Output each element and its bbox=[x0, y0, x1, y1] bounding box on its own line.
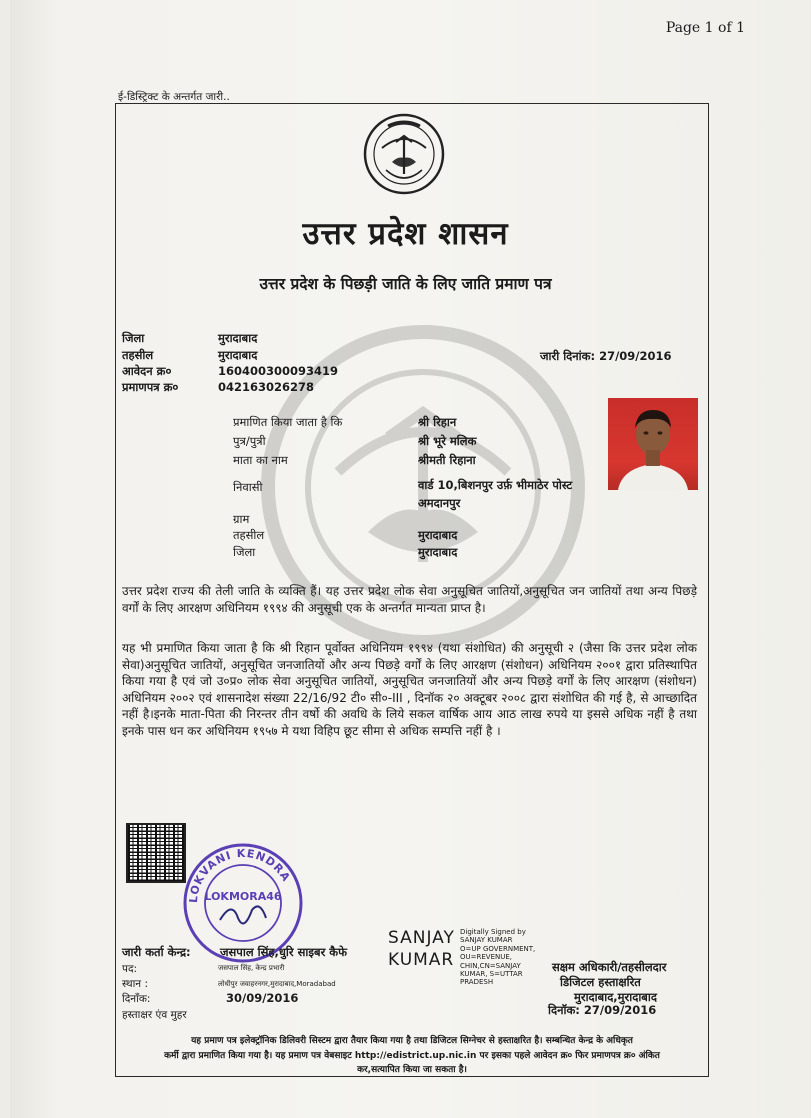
issue-date: जारी दिनांक: 27/09/2016 bbox=[540, 349, 672, 363]
detail-tehsil-label: तहसील bbox=[233, 528, 265, 542]
footer-line-1: यह प्रमाण पत्र इलेक्ट्रॉनिक डिलिवरी सिस्टम द्वारा तैयार किया गया है तथा डिजिटल सिग्नेचर से हस्ताक्षरित है। सम्बन्धित केन्द्र के अधिकृत bbox=[191, 1036, 633, 1046]
village-label: ग्राम bbox=[233, 512, 250, 526]
issue-date-value: 30/09/2016 bbox=[226, 991, 299, 1005]
place-label: स्थान : bbox=[122, 978, 149, 990]
issuing-center-label: जारी कर्ता केन्द्र: bbox=[122, 945, 191, 959]
mother-name: श्रीमती रिहाना bbox=[418, 453, 476, 467]
stamp-ring-text: LOKVANI KENDRA bbox=[186, 846, 294, 904]
footer-line-2: कर्मी द्वारा प्रमाणित किया गया है। यह प्रमाण पत्र वेबसाइट http://edistrict.up.nic.in पर इसका पहले आवेदन क्र० फिर प्रमाणपत्र क्र० अंकित bbox=[164, 1051, 660, 1061]
footer-line-3: कर,सत्यापित किया जा सकता है। bbox=[357, 1065, 467, 1075]
parent-label: पुत्र/पुत्री bbox=[233, 434, 266, 448]
applicant-photo bbox=[608, 398, 698, 490]
mother-label: माता का नाम bbox=[233, 453, 288, 467]
address-line-2: अमदानपुर bbox=[418, 496, 461, 510]
certificate-subtitle: उत्तर प्रदेश के पिछड़ी जाति के लिए जाति प्रमाण पत्र bbox=[259, 275, 552, 293]
signer-name-line1: SANJAY bbox=[388, 928, 455, 948]
up-government-emblem bbox=[362, 112, 446, 200]
detail-tehsil-value: मुरादाबाद bbox=[418, 528, 458, 542]
certificate-no-label: प्रमाणपत्र क्र० bbox=[122, 380, 179, 394]
page-number: Page 1 of 1 bbox=[665, 20, 745, 36]
signature-seal-label: हस्ताक्षर एंव मुहर bbox=[122, 1009, 187, 1021]
authority-sign-type: डिजिटल हस्ताक्षरित bbox=[560, 975, 641, 989]
district-value: मुरादाबाद bbox=[218, 331, 258, 345]
stamp-center-text: LOKMORA46 bbox=[204, 890, 282, 903]
tehsil-value: मुरादाबाद bbox=[218, 348, 258, 362]
authority-title: सक्षम अधिकारी/तहसीलदार bbox=[552, 960, 667, 974]
detail-district-value: मुरादाबाद bbox=[418, 545, 458, 559]
applicant-name: श्री रिहान bbox=[418, 415, 457, 429]
edistrict-note: ई-डिस्ट्रिक्ट के अन्तर्गत जारी.. bbox=[118, 91, 230, 103]
place-value: लोधीपुर जवाहरनगर,मुरादाबाद,Moradabad bbox=[218, 980, 336, 988]
certify-label: प्रमाणित किया जाता है कि bbox=[233, 415, 343, 429]
address-line-1: वार्ड 10,बिशनपुर उर्फ़ भीमाठेर पोस्ट bbox=[418, 478, 573, 492]
issue-date-label: दिनाँक: bbox=[122, 993, 151, 1005]
certificate-title: उत्तर प्रदेश शासन bbox=[302, 216, 509, 252]
father-name: श्री भूरे मलिक bbox=[418, 434, 477, 448]
district-label: जिला bbox=[122, 331, 145, 345]
application-no-label: आवेदन क्र० bbox=[122, 364, 172, 378]
application-no-value: 160400300093419 bbox=[218, 364, 339, 378]
certification-paragraph: यह भी प्रमाणित किया जाता है कि श्री रिहान पूर्वोक्त अधिनियम १९९४ (यथा संशोधित) की अनुसूची २ (जैसा कि उत्तर प्रदेश लोक सेवा)अनुसूचित जातियों, अनुसूचित जनजातियों और अन्य पिछड़े वर्गों के लिए आरक्षण (संशोधन) अधिनियम २००१ द्वारा प्रतिस्थापित किया गया है एवं जो उ०प्र० लोक सेवा अनुसूचित जातियों, अनुसूचित जनजातियों और अन्य पिछड़े वर्गों के लिए आरक्षण (संशोधन) अधिनियम २००२ एवं शासनादेश संख्या 22/16/92 टी० सी०-III , दिनॉक २० अक्टूबर २००८ द्वारा संशोधित की गई है, से आच्छादित नहीं है।इनके माता-पिता की निरन्तर तीन वर्षो की अवधि के लिये सकल वार्षिक आय आठ लाख रुपये या इससे अधिक नहीं है तथा इनके पास धन कर अधिनियम १९५७ मे यथा विहिप छूट सीमा से अधिक सम्पत्ति नहीं है । bbox=[122, 641, 697, 738]
tehsil-label: तहसील bbox=[122, 348, 154, 362]
issuing-center-value: जसपाल सिंह,धुरि साइबर कैफे bbox=[220, 945, 347, 959]
authority-place: मुरादाबाद,मुरादाबाद bbox=[574, 990, 657, 1004]
signer-name-line2: KUMAR bbox=[388, 950, 455, 970]
caste-paragraph: उत्तर प्रदेश राज्य की तेली जाति के व्यक्ति हैं। यह उत्तर प्रदेश लोक सेवा अनुसूचित जातियों,अनुसूचित जन जातियों तथा अन्य पिछड़े वर्गों के लिए आरक्षण अधिनियम १९९४ की अनुसूची एक के अन्तर्गत मान्यता प्राप्त है। bbox=[122, 584, 697, 615]
post-label: पद: bbox=[122, 963, 138, 975]
qr-code bbox=[126, 823, 186, 883]
authority-date: दिनॉक: 27/09/2016 bbox=[548, 1003, 657, 1017]
digital-signature-details: Digitally Signed by SANJAY KUMAR O=UP GOVERNMENT, OU=REVENUE, CHIN,CN=SANJAY KUMAR, S=UTTAR PRADESH bbox=[460, 928, 536, 987]
post-value: जसपाल सिंह, केन्द्र प्रभारी bbox=[218, 964, 285, 972]
detail-district-label: जिला bbox=[233, 545, 256, 559]
certificate-no-value: 042163026278 bbox=[218, 380, 315, 394]
resident-label: निवासी bbox=[233, 480, 263, 494]
